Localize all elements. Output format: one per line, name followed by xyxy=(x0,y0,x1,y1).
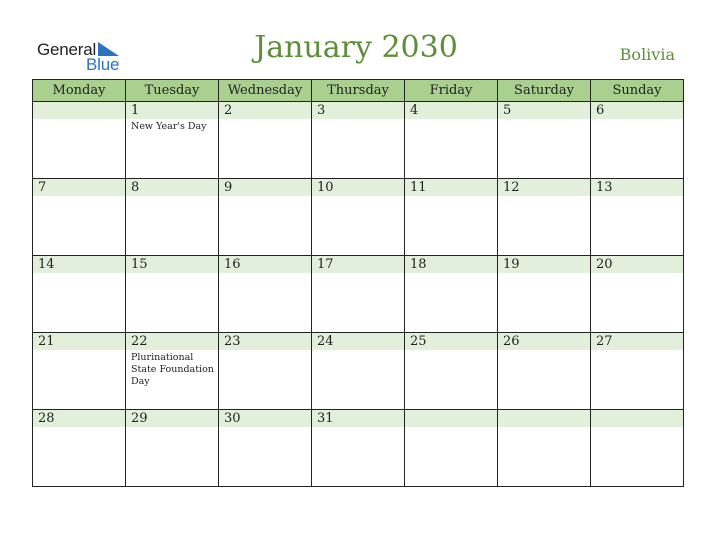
day-cell xyxy=(126,410,219,487)
day-cell xyxy=(126,256,219,333)
day-number-band xyxy=(219,102,311,119)
day-cell xyxy=(33,256,126,333)
week-row xyxy=(33,179,684,256)
day-number: 24 xyxy=(317,334,334,349)
weekday-header: Sunday xyxy=(591,80,684,102)
day-number: 23 xyxy=(224,334,241,349)
holiday-label: New Year's Day xyxy=(131,121,207,132)
day-number-band xyxy=(126,102,218,119)
day-cell xyxy=(405,179,498,256)
day-number: 14 xyxy=(38,257,55,272)
calendar-grid xyxy=(32,79,684,487)
day-cell xyxy=(591,333,684,410)
day-number-band xyxy=(33,179,125,196)
day-number-band xyxy=(405,102,497,119)
day-number-band xyxy=(312,102,404,119)
weekday-header: Saturday xyxy=(498,80,591,102)
day-cell xyxy=(219,410,312,487)
day-number: 22 xyxy=(131,334,148,349)
day-number-band xyxy=(405,410,497,427)
week-row xyxy=(33,256,684,333)
logo-text-general: General xyxy=(37,40,97,59)
day-number: 10 xyxy=(317,180,334,195)
day-number-band xyxy=(591,102,683,119)
weekday-header-row xyxy=(33,80,684,102)
day-number: 31 xyxy=(317,411,334,426)
day-number: 19 xyxy=(503,257,520,272)
day-cell xyxy=(33,333,126,410)
day-number: 27 xyxy=(596,334,613,349)
day-cell xyxy=(312,333,405,410)
day-cell xyxy=(219,333,312,410)
day-cell xyxy=(126,333,219,410)
day-cell xyxy=(33,410,126,487)
day-cell xyxy=(126,179,219,256)
week-row xyxy=(33,410,684,487)
day-number: 6 xyxy=(596,103,605,118)
day-number: 21 xyxy=(38,334,55,349)
day-cell xyxy=(591,256,684,333)
day-number: 20 xyxy=(596,257,613,272)
day-number: 7 xyxy=(38,180,47,195)
day-number: 8 xyxy=(131,180,140,195)
logo-text-blue: Blue xyxy=(86,55,120,74)
day-cell xyxy=(33,179,126,256)
day-number: 28 xyxy=(38,411,55,426)
weekday-header: Tuesday xyxy=(126,80,219,102)
weekday-header: Wednesday xyxy=(219,80,312,102)
day-number: 9 xyxy=(224,180,233,195)
calendar-title: January 2030 xyxy=(254,30,458,65)
day-cell xyxy=(498,102,591,179)
day-number: 2 xyxy=(224,103,233,118)
day-cell xyxy=(405,410,498,487)
day-cell xyxy=(312,410,405,487)
day-number: 29 xyxy=(131,411,148,426)
day-number: 4 xyxy=(410,103,419,118)
country-label: Bolivia xyxy=(619,45,675,64)
day-number-band xyxy=(591,410,683,427)
day-number-band xyxy=(126,179,218,196)
day-number: 16 xyxy=(224,257,241,272)
day-cell xyxy=(591,179,684,256)
day-number: 12 xyxy=(503,180,520,195)
day-number: 17 xyxy=(317,257,334,272)
weekday-header: Monday xyxy=(33,80,126,102)
weekday-header: Thursday xyxy=(312,80,405,102)
day-cell xyxy=(33,102,126,179)
holiday-label: Plurinational State Foundation Day xyxy=(131,352,214,387)
day-cell xyxy=(219,179,312,256)
day-number: 18 xyxy=(410,257,427,272)
day-number: 30 xyxy=(224,411,241,426)
day-number-band xyxy=(498,102,590,119)
day-number: 26 xyxy=(503,334,520,349)
day-cell xyxy=(405,102,498,179)
day-cell xyxy=(126,102,219,179)
day-cell xyxy=(312,102,405,179)
day-number: 11 xyxy=(410,180,427,195)
day-cell xyxy=(591,102,684,179)
day-cell xyxy=(498,410,591,487)
day-number: 25 xyxy=(410,334,427,349)
day-number-band xyxy=(33,102,125,119)
day-number: 3 xyxy=(317,103,326,118)
day-cell xyxy=(498,179,591,256)
day-number-band xyxy=(219,179,311,196)
day-cell xyxy=(405,333,498,410)
week-row xyxy=(33,102,684,179)
week-row xyxy=(33,333,684,410)
day-cell xyxy=(312,256,405,333)
day-cell xyxy=(591,410,684,487)
day-number: 13 xyxy=(596,180,613,195)
day-cell xyxy=(498,256,591,333)
day-cell xyxy=(498,333,591,410)
day-number: 5 xyxy=(503,103,512,118)
day-cell xyxy=(312,179,405,256)
day-number: 1 xyxy=(131,103,140,118)
day-cell xyxy=(219,102,312,179)
day-cell xyxy=(405,256,498,333)
day-cell xyxy=(219,256,312,333)
weekday-header: Friday xyxy=(405,80,498,102)
day-number-band xyxy=(498,410,590,427)
day-number: 15 xyxy=(131,257,148,272)
